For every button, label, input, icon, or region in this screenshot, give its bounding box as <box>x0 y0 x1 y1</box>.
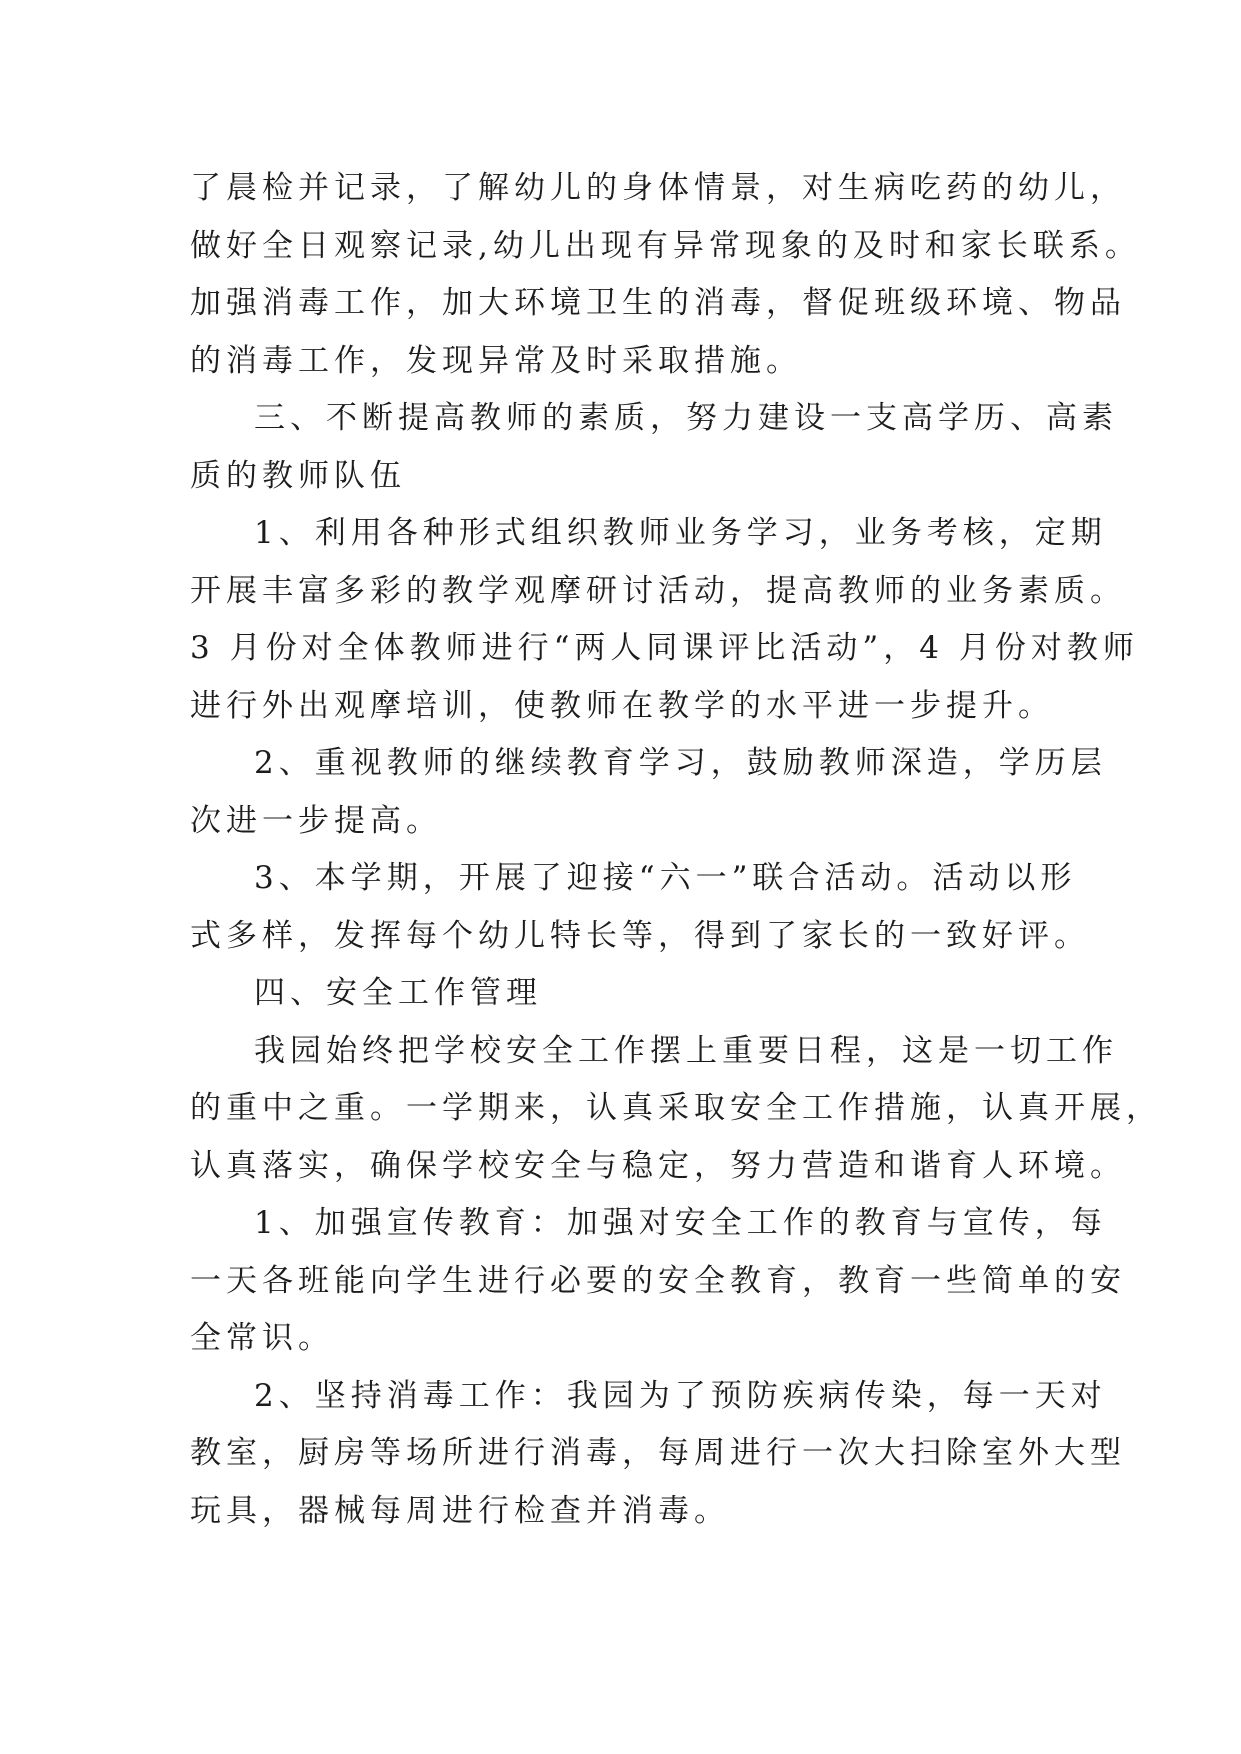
text-line: 开展丰富多彩的教学观摩研讨活动，提高教师的业务素质。 <box>190 572 1126 609</box>
text-line: 的重中之重。一学期来，认真采取安全工作措施，认真开展， <box>190 1090 1162 1126</box>
text-line: 一天各班能向学生进行必要的安全教育，教育一些简单的安 <box>190 1262 1126 1299</box>
text-line: 质的教师队伍 <box>190 457 406 494</box>
text-line: 3、本学期，开展了迎接“六一”联合活动。活动以形 <box>254 860 1077 896</box>
text-line: 1、加强宣传教育：加强对安全工作的教育与宣传，每 <box>254 1205 1107 1241</box>
text-line: 认真落实，确保学校安全与稳定，努力营造和谐育人环境。 <box>190 1147 1126 1184</box>
text-line: 了晨检并记录，了解幼儿的身体情景，对生病吃药的幼儿， <box>190 170 1126 206</box>
text-line: 次进一步提高。 <box>190 802 442 839</box>
text-line: 三、不断提高教师的素质，努力建设一支高学历、高素 <box>254 400 1118 436</box>
text-line: 加强消毒工作，加大环境卫生的消毒，督促班级环境、物品 <box>190 285 1126 321</box>
text-line: 1、利用各种形式组织教师业务学习，业务考核，定期 <box>254 515 1107 551</box>
document-body <box>190 160 1190 1540</box>
text-line: 进行外出观摩培训，使教师在教学的水平进一步提升。 <box>190 687 1054 724</box>
text-line: 2、重视教师的继续教育学习，鼓励教师深造，学历层 <box>254 745 1107 781</box>
text-line: 3 月份对全体教师进行“两人同课评比活动”，4 月份对教师 <box>190 630 1139 666</box>
text-line: 玩具，器械每周进行检查并消毒。 <box>190 1492 730 1529</box>
text-line: 的消毒工作，发现异常及时采取措施。 <box>190 342 802 379</box>
text-line: 2、坚持消毒工作：我园为了预防疾病传染，每一天对 <box>254 1377 1107 1414</box>
text-line: 式多样，发挥每个幼儿特长等，得到了家长的一致好评。 <box>190 917 1090 954</box>
text-line: 全常识。 <box>190 1320 334 1356</box>
text-line: 我园始终把学校安全工作摆上重要日程，这是一切工作 <box>254 1032 1118 1069</box>
text-line: 四、安全工作管理 <box>254 975 542 1011</box>
text-line: 做好全日观察记录,幼儿出现有异常现象的及时和家长联系。 <box>190 227 1141 264</box>
text-line: 教室，厨房等场所进行消毒，每周进行一次大扫除室外大型 <box>190 1435 1126 1471</box>
